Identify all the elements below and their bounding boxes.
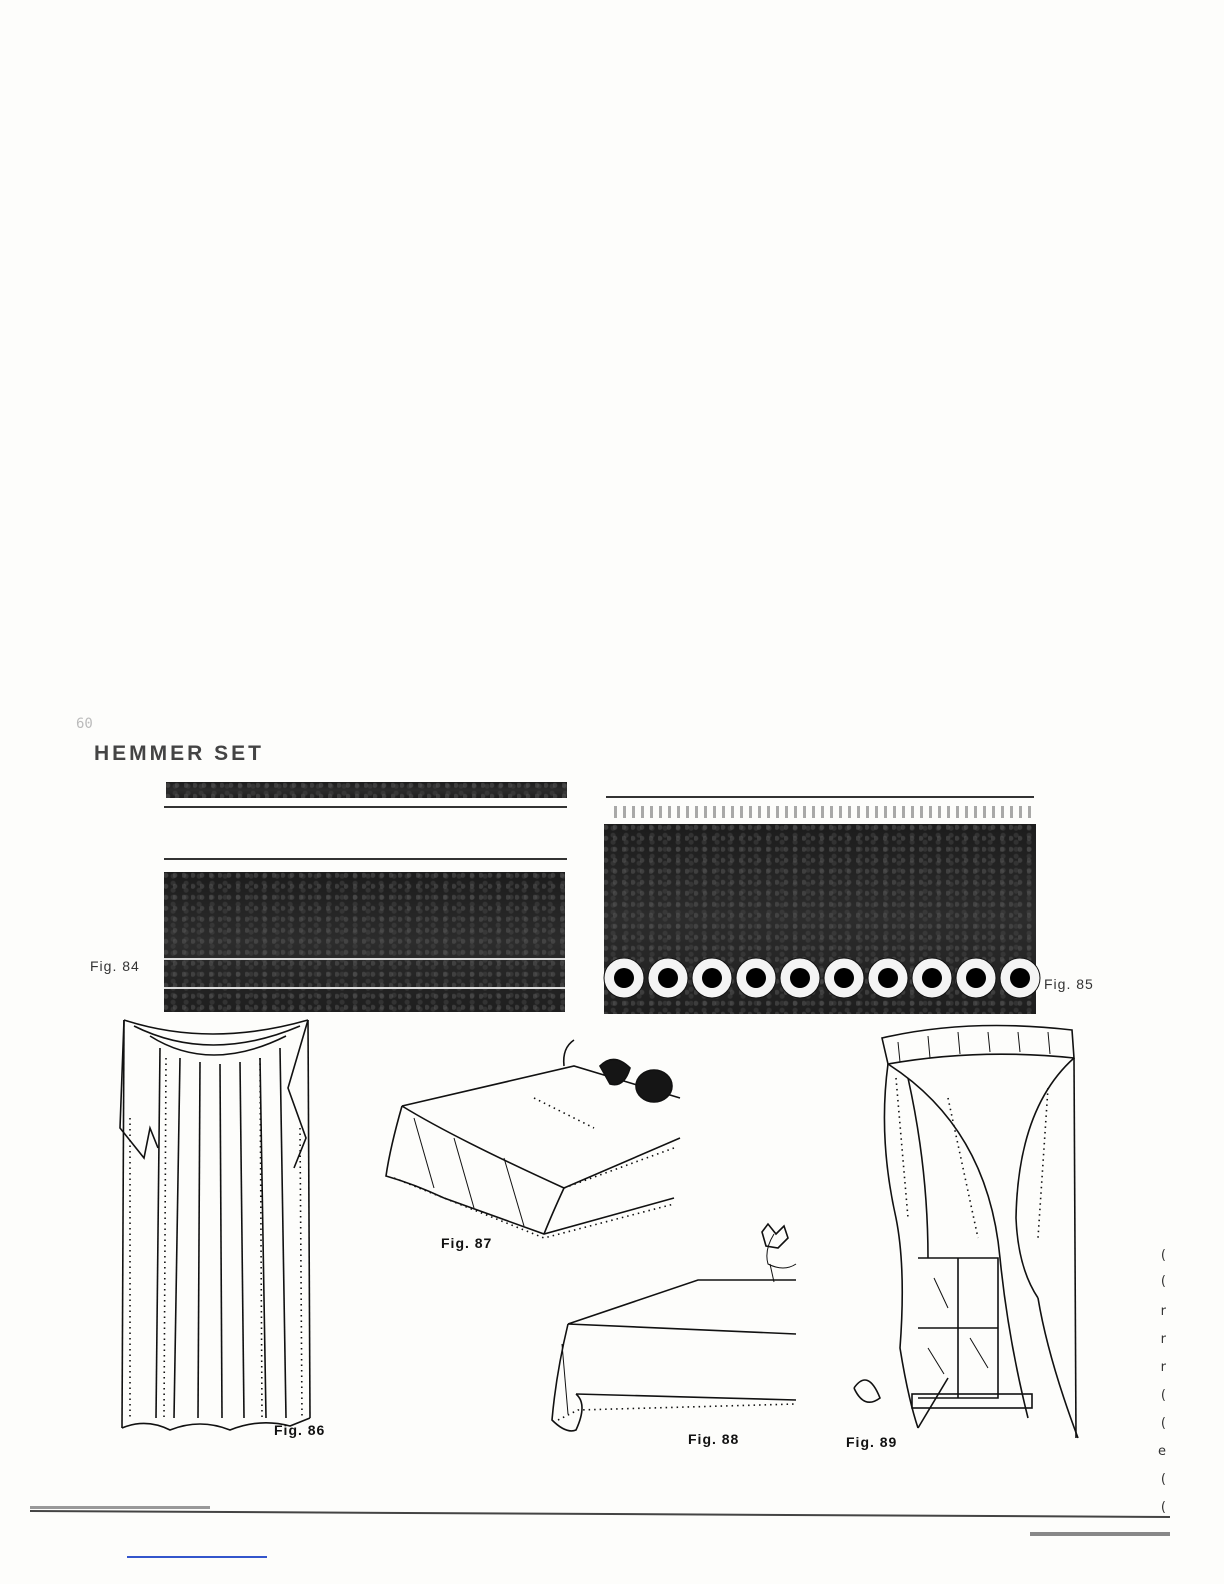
tablecloth-icon: [548, 1224, 798, 1444]
scallop-swatch-figure: [604, 796, 1036, 1016]
drapery-icon: [110, 1018, 320, 1438]
fig-89-label: Fig. 89: [846, 1434, 898, 1450]
fig-88-label: Fig. 88: [688, 1431, 740, 1447]
page-number: 60: [76, 716, 93, 732]
bedspread-icon: [384, 1038, 684, 1248]
fig-85-label: Fig. 85: [1044, 976, 1094, 992]
fig-86-label: Fig. 86: [274, 1422, 326, 1438]
fabric-swatch-icon: [166, 782, 567, 798]
hem-swatch-figure: [164, 782, 569, 1014]
fig-87-label: Fig. 87: [441, 1235, 493, 1251]
ruffled-curtain-icon: [848, 1018, 1088, 1458]
fig-84-label: Fig. 84: [90, 958, 140, 974]
section-title: HEMMER SET: [94, 742, 265, 765]
